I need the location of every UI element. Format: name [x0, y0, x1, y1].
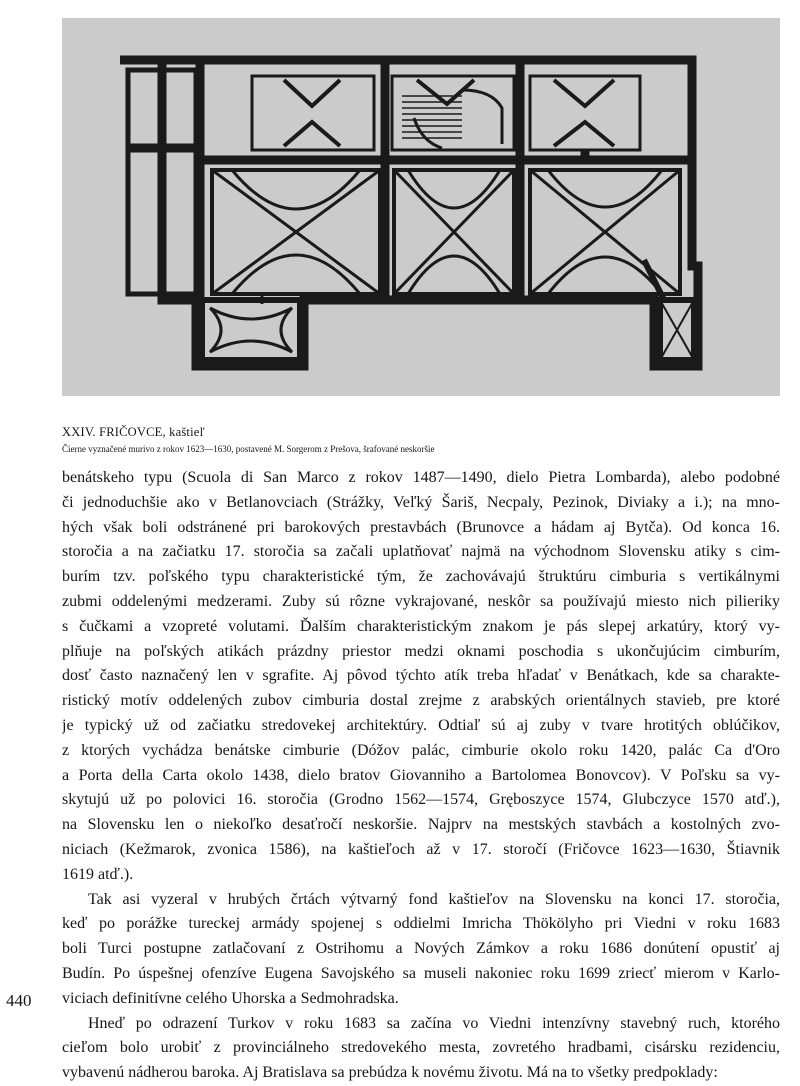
vault-south-1	[212, 170, 380, 294]
text-line: storočia a na začiatku 17. storočia sa začali uplatňovať najmä na východnom Slovensku atiky s cim-	[62, 543, 780, 561]
vault-marks-north	[284, 80, 614, 146]
text-line: 1619 atď.).	[62, 865, 134, 883]
floor-plan-drawing	[62, 18, 780, 396]
text-line: burím tzv. poľského typu charakteristické tým, že zachovávajú štruktúru cimburia s vertikálnymi	[62, 568, 780, 586]
room-north-3	[530, 76, 640, 150]
text-line: skytujú už po polovici 16. storočia (Grodno 1562—1574, Gręboszyce 1574, Glubczyce 1570 atď.),	[62, 791, 780, 809]
floor-plan-figure	[62, 18, 780, 396]
text-line: benátskeho typu (Scuola di San Marco z rokov 1487—1490, dielo Pietra Lombarda), alebo podobné	[62, 469, 780, 486]
paragraph	[62, 1012, 780, 1086]
text-line: hých však boli odstránené pri barokových prestavbách (Brunovce a hádam aj Bytča). Od konca 16.	[62, 518, 780, 536]
text-line: je typický už od začiatku stredovekej architektúry. Odtiaľ sú aj zuby v tvare hrotitých oblúčikov,	[62, 716, 780, 734]
vault-south-2	[394, 170, 514, 294]
room-north-1	[252, 76, 374, 150]
text-line: Hneď po odrazení Turkov v roku 1683 sa začína vo Viedni intenzívny stavebný ruch, ktorého	[88, 1014, 780, 1032]
text-line: boli Turci postupne zatlačovaní z Ostrihomu a Nových Zámkov a roku 1686 donútení opustiť aj	[62, 940, 780, 958]
text-line: zubmi oddelenými medzerami. Zuby sú rôzne vykrajované, neskôr sa používajú miesto nich pilieriky	[62, 592, 780, 610]
text-line: plňuje na poľských atikách prázdny priestor medzi oknami poschodia s ukončujúcim cimburím,	[62, 642, 780, 660]
vault-tower-southwest	[210, 308, 292, 352]
page-number: 440	[6, 991, 32, 1010]
text-line: s čučkami a vzopreté volutami. Ďalším charakteristickým znakom je pás slepej arkatúry, ktorý vy-	[62, 617, 780, 635]
text-line: z ktorých vychádza benátske cimburie (Dóžov palác, cimburie okolo roku 1420, palác Ca d'Oro	[62, 741, 780, 759]
vault-south-3	[530, 170, 680, 294]
paragraph	[62, 466, 780, 888]
text-line: a Porta della Carta okolo 1438, dielo bratov Giovanniho a Bartolomea Bonovcov). V Poľsku sa vy-	[62, 766, 780, 784]
text-line: cieľom bolo urobiť z provinciálneho stredovekého mesta, zovretého hradbami, cisársku rezidenciu,	[62, 1039, 780, 1057]
text-line: viciach definitívne celého Uhorska a Sedmohradska.	[62, 989, 399, 1007]
text-line: či jednoduchšie ako v Betlanovciach (Strážky, Veľký Šariš, Necpaly, Pezinok, Diviaky a i.); na mno-	[62, 493, 780, 511]
body-text	[62, 466, 780, 1086]
text-line: keď po porážke tureckej armády spojenej s oddielmi Imricha Thökölyho pri Viedni v roku 1683	[62, 915, 780, 933]
tower-southwest	[202, 300, 300, 360]
figure-caption-note: Čierne vyznačené murivo z rokov 1623—1630, postavené M. Sorgerom z Prešova, šrafované neskoršie	[62, 444, 435, 454]
text-line: Tak asi vyzeral v hrubých črtách výtvarný fond kaštieľov na Slovensku na konci 17. storočia,	[88, 890, 780, 908]
text-line: ristický motív oddelených zubov cimburia dostal zrejme z arabských orientálnych stavieb, pre ktoré	[62, 692, 780, 710]
text-line: na Slovensku len o niekoľko desaťročí neskoršie. Najprv na mestských stavbách a kostolných zvo-	[62, 816, 780, 834]
outer-wall	[120, 60, 698, 366]
vault-tower-southeast	[660, 300, 694, 360]
room-north-2	[392, 76, 514, 150]
text-line: vybavenú nádherou baroka. Aj Bratislava sa prebúdza k novému životu. Má na to všetky predpoklady:	[62, 1064, 718, 1082]
figure-caption-title: XXIV. FRIČOVCE, kaštieľ	[62, 425, 205, 439]
text-line: Budín. Po úspešnej ofenzíve Eugena Savojského sa museli nakoniec roku 1699 zriecť mierom v Karlo-	[62, 964, 780, 982]
text-line: dosť často naznačený len v sgrafite. Aj pôvod týchto atík treba hľadať v Benátkach, kde sa charakte-	[62, 667, 780, 685]
paragraph	[62, 888, 780, 1012]
text-line: niciach (Kežmarok, zvonica 1586), na kaštieľoch až v 17. storočí (Fričovce 1623—1630, Štiavnik	[62, 840, 780, 858]
